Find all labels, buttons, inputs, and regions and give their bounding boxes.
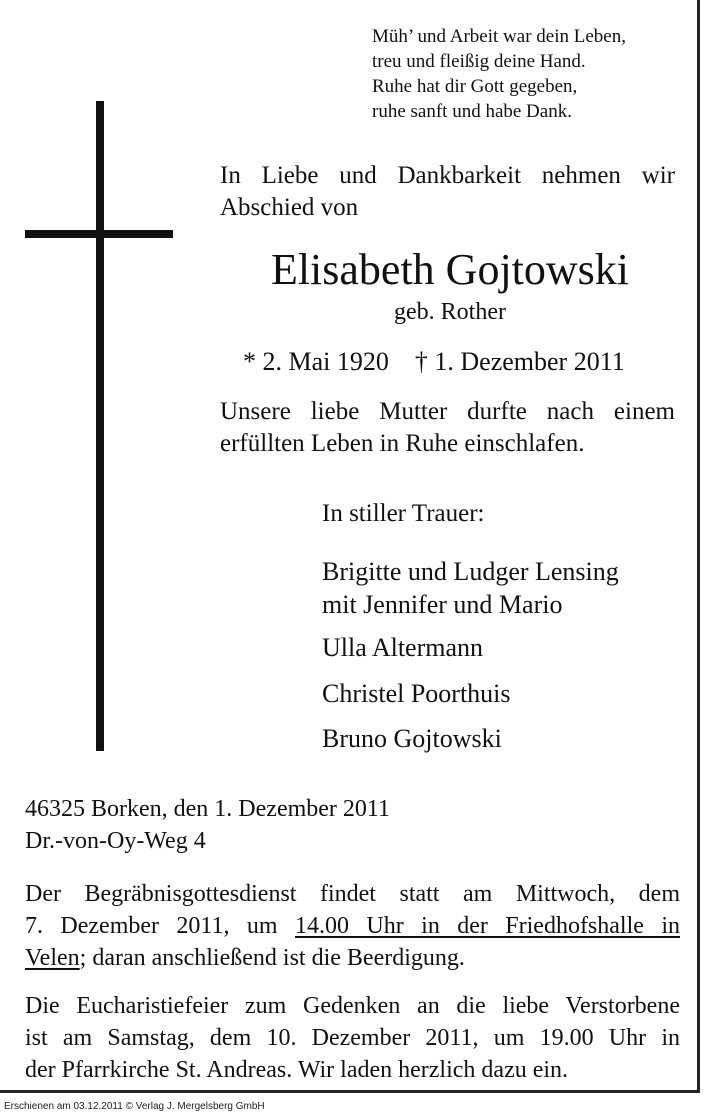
cross-icon-bar [25,230,173,238]
farewell-message [220,396,675,460]
intro-text [220,160,675,224]
funeral-line [25,942,680,974]
message-line: erfüllten Leben in Ruhe einschlafen. [220,430,585,457]
poem-line: treu und fleißig deine Hand. [372,51,586,72]
message-line: Unsere liebe Mutter durfte nach einem [220,398,675,425]
eucharist-line: Die Eucharistiefeier zum Gedenken an die liebe Verstorbene [25,993,680,1019]
birth-date: * 2. Mai 1920 [243,347,389,376]
eucharist-line: ist am Samstag, dem 10. Dezember 2011, um 19.00 Uhr in [25,1025,680,1051]
intro-line: Abschied von [220,194,359,221]
maiden-name: geb. Rother [394,299,506,325]
family-entry: Ulla Altermann [322,633,484,662]
memorial-poem [372,24,692,124]
death-date: † 1. Dezember 2011 [414,347,625,376]
publication-footer: Erschienen am 03.12.2011 © Verlag J. Mergelsberg GmbH [4,1101,265,1112]
family-entry: Bruno Gojtowski [322,724,502,753]
poem-line: Ruhe hat dir Gott gegeben, [372,76,578,97]
funeral-location: 14.00 Uhr in der Friedhofshalle in [295,913,680,939]
funeral-location: Velen [25,945,80,971]
eucharist-line: der Pfarrkirche St. Andreas. Wir laden herzlich dazu ein. [25,1057,569,1083]
cross-icon [96,101,104,751]
life-dates [243,346,663,378]
place-date: 46325 Borken, den 1. Dezember 2011 [25,796,391,822]
funeral-info [25,878,680,974]
poem-line: ruhe sanft und habe Dank. [372,101,572,122]
address-block [25,793,390,857]
funeral-line [25,910,680,942]
funeral-line: Der Begräbnisgottesdienst findet statt am Mittwoch, dem [25,881,680,907]
family-entry: Christel Poorthuis [322,679,511,708]
poem-line: Müh’ und Arbeit war dein Leben, [372,26,626,47]
funeral-text: 7. Dezember 2011, um [25,913,296,939]
family-line: Brigitte und Ludger Lensing [322,557,619,586]
street-address: Dr.-von-Oy-Weg 4 [25,828,206,854]
deceased-name: Elisabeth Gojtowski [270,245,630,294]
funeral-text: ; daran anschließend ist die Beerdigung. [79,945,465,971]
family-line: mit Jennifer und Mario [322,590,563,619]
intro-line: In Liebe und Dankbarkeit nehmen wir [220,162,675,189]
family-entry [322,555,682,621]
mourning-label: In stiller Trauer: [322,500,485,527]
eucharist-info [25,990,680,1086]
